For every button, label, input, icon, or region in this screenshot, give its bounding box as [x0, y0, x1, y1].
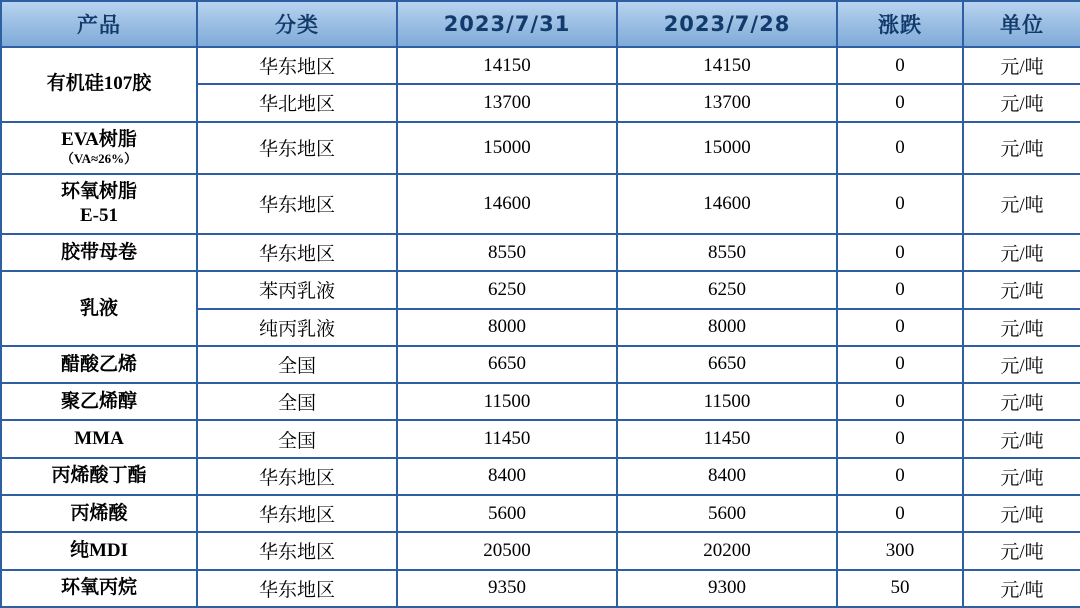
- cell-change: 0: [837, 234, 963, 271]
- cell-change: 0: [837, 47, 963, 84]
- product-name: 醋酸乙烯: [60, 353, 137, 375]
- cell-price-current: 13700: [397, 84, 617, 121]
- cell-price-current: 8000: [397, 309, 617, 346]
- table-header-row: [1, 1, 1080, 47]
- table-header: [1, 1, 1080, 47]
- table-row: [1, 532, 1080, 569]
- cell-change: 300: [837, 532, 963, 569]
- table-row: [1, 122, 1080, 174]
- cell-unit: 元/吨: [963, 234, 1080, 271]
- column-header-unit: 单位: [963, 1, 1080, 47]
- cell-price-current: 6650: [397, 346, 617, 383]
- product-name: MMA: [74, 428, 124, 450]
- product-name: EVA树脂: [61, 128, 137, 150]
- cell-change: 0: [837, 309, 963, 346]
- cell-product: [1, 383, 197, 420]
- column-header-date-previous: 2023/7/28: [617, 1, 837, 47]
- cell-change: 0: [837, 495, 963, 532]
- cell-unit: 元/吨: [963, 420, 1080, 457]
- cell-price-previous: 13700: [617, 84, 837, 121]
- cell-product: [1, 122, 197, 174]
- cell-change: 0: [837, 122, 963, 174]
- cell-category: 华东地区: [197, 174, 397, 234]
- cell-price-previous: 11500: [617, 383, 837, 420]
- cell-price-previous: 6650: [617, 346, 837, 383]
- cell-category: 华北地区: [197, 84, 397, 121]
- cell-change: 50: [837, 570, 963, 607]
- table-row: [1, 570, 1080, 607]
- cell-unit: 元/吨: [963, 84, 1080, 121]
- cell-unit: 元/吨: [963, 346, 1080, 383]
- cell-price-previous: 15000: [617, 122, 837, 174]
- cell-product: [1, 346, 197, 383]
- cell-unit: 元/吨: [963, 495, 1080, 532]
- cell-product: [1, 532, 197, 569]
- cell-price-current: 11450: [397, 420, 617, 457]
- cell-price-previous: 9300: [617, 570, 837, 607]
- table-row: [1, 346, 1080, 383]
- cell-change: 0: [837, 383, 963, 420]
- cell-change: 0: [837, 346, 963, 383]
- table-body: [1, 47, 1080, 607]
- product-name: 丙烯酸丁酯: [51, 465, 147, 487]
- cell-price-current: 9350: [397, 570, 617, 607]
- cell-change: 0: [837, 420, 963, 457]
- product-name: 环氧树脂: [60, 181, 137, 203]
- cell-price-current: 5600: [397, 495, 617, 532]
- cell-price-current: 8400: [397, 458, 617, 495]
- cell-price-previous: 5600: [617, 495, 837, 532]
- cell-unit: 元/吨: [963, 47, 1080, 84]
- cell-price-previous: 14600: [617, 174, 837, 234]
- column-header-category: 分类: [197, 1, 397, 47]
- product-name: 聚乙烯醇: [60, 390, 137, 412]
- cell-price-previous: 6250: [617, 271, 837, 308]
- cell-product: [1, 458, 197, 495]
- product-name: 乳液: [79, 297, 118, 319]
- cell-unit: 元/吨: [963, 383, 1080, 420]
- cell-product: [1, 495, 197, 532]
- product-subtitle: （VA≈26%）: [60, 151, 138, 167]
- cell-category: 全国: [197, 383, 397, 420]
- cell-unit: 元/吨: [963, 532, 1080, 569]
- table-row: [1, 234, 1080, 271]
- cell-unit: 元/吨: [963, 570, 1080, 607]
- table-row: [1, 420, 1080, 457]
- cell-category: 全国: [197, 420, 397, 457]
- cell-price-previous: 8400: [617, 458, 837, 495]
- cell-price-current: 20500: [397, 532, 617, 569]
- cell-unit: 元/吨: [963, 309, 1080, 346]
- cell-product: [1, 570, 197, 607]
- table-row: [1, 495, 1080, 532]
- cell-unit: 元/吨: [963, 174, 1080, 234]
- product-name: 环氧丙烷: [60, 577, 137, 599]
- cell-product: [1, 271, 197, 346]
- cell-category: 纯丙乳液: [197, 309, 397, 346]
- product-name: 纯MDI: [69, 540, 129, 562]
- cell-category: 华东地区: [197, 495, 397, 532]
- cell-price-previous: 8000: [617, 309, 837, 346]
- table-row: [1, 383, 1080, 420]
- column-header-change: 涨跌: [837, 1, 963, 47]
- cell-category: 华东地区: [197, 458, 397, 495]
- product-name: 有机硅107胶: [46, 73, 152, 95]
- cell-unit: 元/吨: [963, 122, 1080, 174]
- column-header-product: 产品: [1, 1, 197, 47]
- cell-price-previous: 8550: [617, 234, 837, 271]
- cell-price-current: 14600: [397, 174, 617, 234]
- table-row: [1, 458, 1080, 495]
- cell-price-current: 8550: [397, 234, 617, 271]
- cell-product: [1, 47, 197, 122]
- table-row: [1, 271, 1080, 308]
- cell-price-current: 15000: [397, 122, 617, 174]
- cell-change: 0: [837, 84, 963, 121]
- cell-category: 华东地区: [197, 122, 397, 174]
- table-row: [1, 47, 1080, 84]
- cell-product: [1, 420, 197, 457]
- column-header-date-current: 2023/7/31: [397, 1, 617, 47]
- product-name-line2: E-51: [80, 204, 118, 226]
- cell-unit: 元/吨: [963, 271, 1080, 308]
- cell-price-current: 11500: [397, 383, 617, 420]
- cell-unit: 元/吨: [963, 458, 1080, 495]
- cell-change: 0: [837, 174, 963, 234]
- cell-category: 全国: [197, 346, 397, 383]
- cell-price-previous: 14150: [617, 47, 837, 84]
- cell-change: 0: [837, 458, 963, 495]
- cell-category: 华东地区: [197, 532, 397, 569]
- product-name: 胶带母卷: [60, 241, 137, 263]
- cell-product: [1, 174, 197, 234]
- cell-price-previous: 11450: [617, 420, 837, 457]
- cell-price-current: 14150: [397, 47, 617, 84]
- cell-category: 华东地区: [197, 570, 397, 607]
- cell-category: 苯丙乳液: [197, 271, 397, 308]
- cell-change: 0: [837, 271, 963, 308]
- cell-category: 华东地区: [197, 234, 397, 271]
- cell-price-current: 6250: [397, 271, 617, 308]
- table-row: [1, 174, 1080, 234]
- cell-category: 华东地区: [197, 47, 397, 84]
- product-name: 丙烯酸: [70, 502, 128, 524]
- cell-price-previous: 20200: [617, 532, 837, 569]
- cell-product: [1, 234, 197, 271]
